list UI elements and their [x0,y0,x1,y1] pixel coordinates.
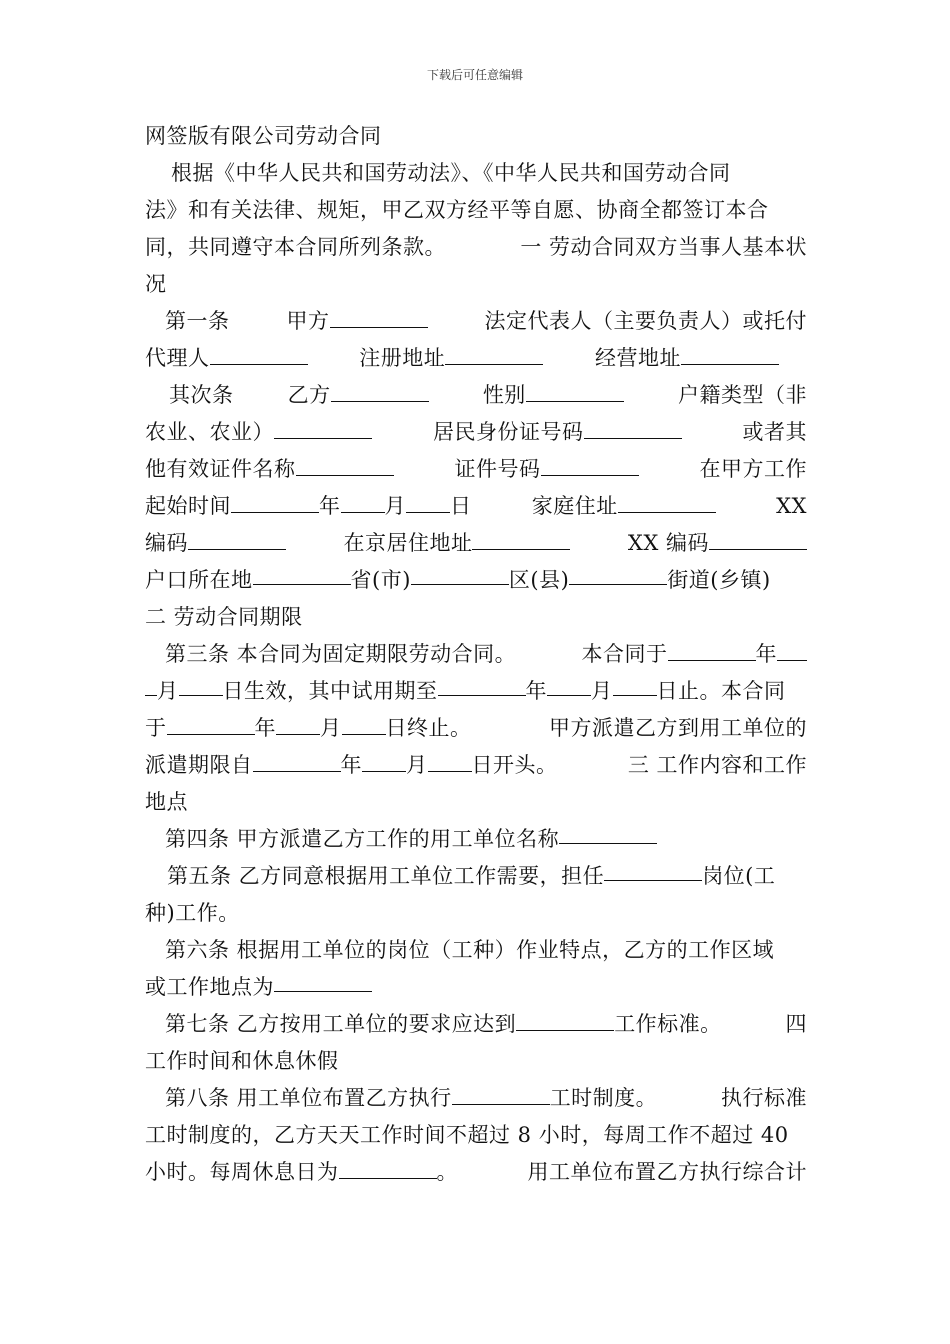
article-2-line: 他有效证件名称 证件号码 在甲方工作 [145,451,807,488]
article-2-line: 户口所在地 省(市) 区(县) 街道(乡镇) [145,562,807,599]
paragraph-line: 地点 [145,790,188,814]
article-1-line: 代理人 注册地址 经营地址 [145,340,807,377]
blank-field[interactable] [188,527,286,550]
article-5-line: 种)工作。 [145,901,240,925]
blank-field[interactable] [339,1156,437,1179]
article-6-line: 第六条 根据用工单位的岗位（工种）作业特点，乙方的工作区域 [165,938,775,962]
contract-body [145,118,807,1191]
blank-field[interactable] [559,821,657,844]
blank-field[interactable] [569,562,667,585]
paragraph-line: 根据《中华人民共和国劳动法》、《中华人民共和国劳动合同 [171,161,731,185]
blank-field[interactable] [428,749,472,772]
section-heading: 工作时间和休息休假 [145,1049,339,1073]
blank-field[interactable] [777,638,807,661]
blank-field[interactable] [618,490,716,513]
article-1-line: 第一条 甲方 法定代表人（主要负责人）或托付 [145,303,807,340]
blank-field[interactable] [331,379,429,402]
blank-field[interactable] [452,1082,550,1105]
blank-field[interactable] [709,527,807,550]
article-7-line: 第七条 乙方按用工单位的要求应达到 工作标准。 四 [145,1006,807,1043]
blank-field[interactable] [668,638,756,661]
blank-field[interactable] [210,342,308,365]
section-heading: 二 劳动合同期限 [145,605,303,629]
blank-field[interactable] [445,342,543,365]
article-2-line: 农业、农业） 居民身份证号码 或者其 [145,414,807,451]
article-2-line: 起始时间 年 月 日 家庭住址 XX [145,488,807,525]
contract-title: 网签版有限公司劳动合同 [145,124,382,148]
blank-field[interactable] [341,490,385,513]
article-3-line: 派遣期限自 年 月 日开头。 三 工作内容和工作 [145,747,807,784]
article-4-line: 第四条 甲方派遣乙方工作的用工单位名称 [145,821,807,858]
blank-field[interactable] [406,490,450,513]
blank-field[interactable] [472,527,570,550]
page-header-note: 下载后可任意编辑 [426,68,523,82]
blank-field[interactable] [438,673,526,696]
article-8-line: 工时制度的，乙方天天工作时间不超过 8 小时，每周工作不超过 40 [145,1123,789,1147]
blank-field[interactable] [584,416,682,439]
paragraph-line: 同，共同遵守本合同所列条款。 一 劳动合同双方当事人基本状 [145,235,807,259]
article-6-line: 或工作地点为 [145,969,807,1006]
blank-field[interactable] [541,453,639,476]
blank-field[interactable] [613,673,657,696]
blank-field[interactable] [411,562,509,585]
article-8-line: 小时。每周休息日为 。 用工单位布置乙方执行综合计 [145,1154,807,1191]
blank-field[interactable] [362,749,406,772]
paragraph-line: 法》和有关法律、规矩，甲乙双方经平等自愿、协商全都签订本合 [145,198,769,222]
blank-field[interactable] [253,749,341,772]
blank-field[interactable] [145,673,157,696]
blank-field[interactable] [179,673,223,696]
blank-field[interactable] [342,712,386,735]
article-3-line: 月 日生效，其中试用期至 年 月 日止。本合同 [145,673,807,710]
blank-field[interactable] [296,453,394,476]
blank-field[interactable] [274,416,372,439]
article-5-line: 第五条 乙方同意根据用工单位工作需要，担任 岗位(工 [145,858,807,895]
article-3-line: 于 年 月 日终止。 甲方派遣乙方到用工单位的 [145,710,807,747]
blank-field[interactable] [547,673,591,696]
blank-field[interactable] [274,969,372,992]
blank-field[interactable] [276,712,320,735]
article-3-line: 第三条 本合同为固定期限劳动合同。 本合同于 年 [145,636,807,673]
blank-field[interactable] [681,342,779,365]
article-8-line: 第八条 用工单位布置乙方执行 工时制度。 执行标准 [145,1080,807,1117]
article-2-line: 编码 在京居住地址 XX 编码 [145,525,807,562]
blank-field[interactable] [330,305,428,328]
blank-field[interactable] [167,712,255,735]
paragraph-line: 况 [145,272,167,296]
article-2-line: 其次条 乙方 性别 户籍类型（非 [145,377,807,414]
blank-field[interactable] [516,1008,614,1031]
blank-field[interactable] [231,490,319,513]
blank-field[interactable] [526,379,624,402]
blank-field[interactable] [253,562,351,585]
blank-field[interactable] [604,858,702,881]
